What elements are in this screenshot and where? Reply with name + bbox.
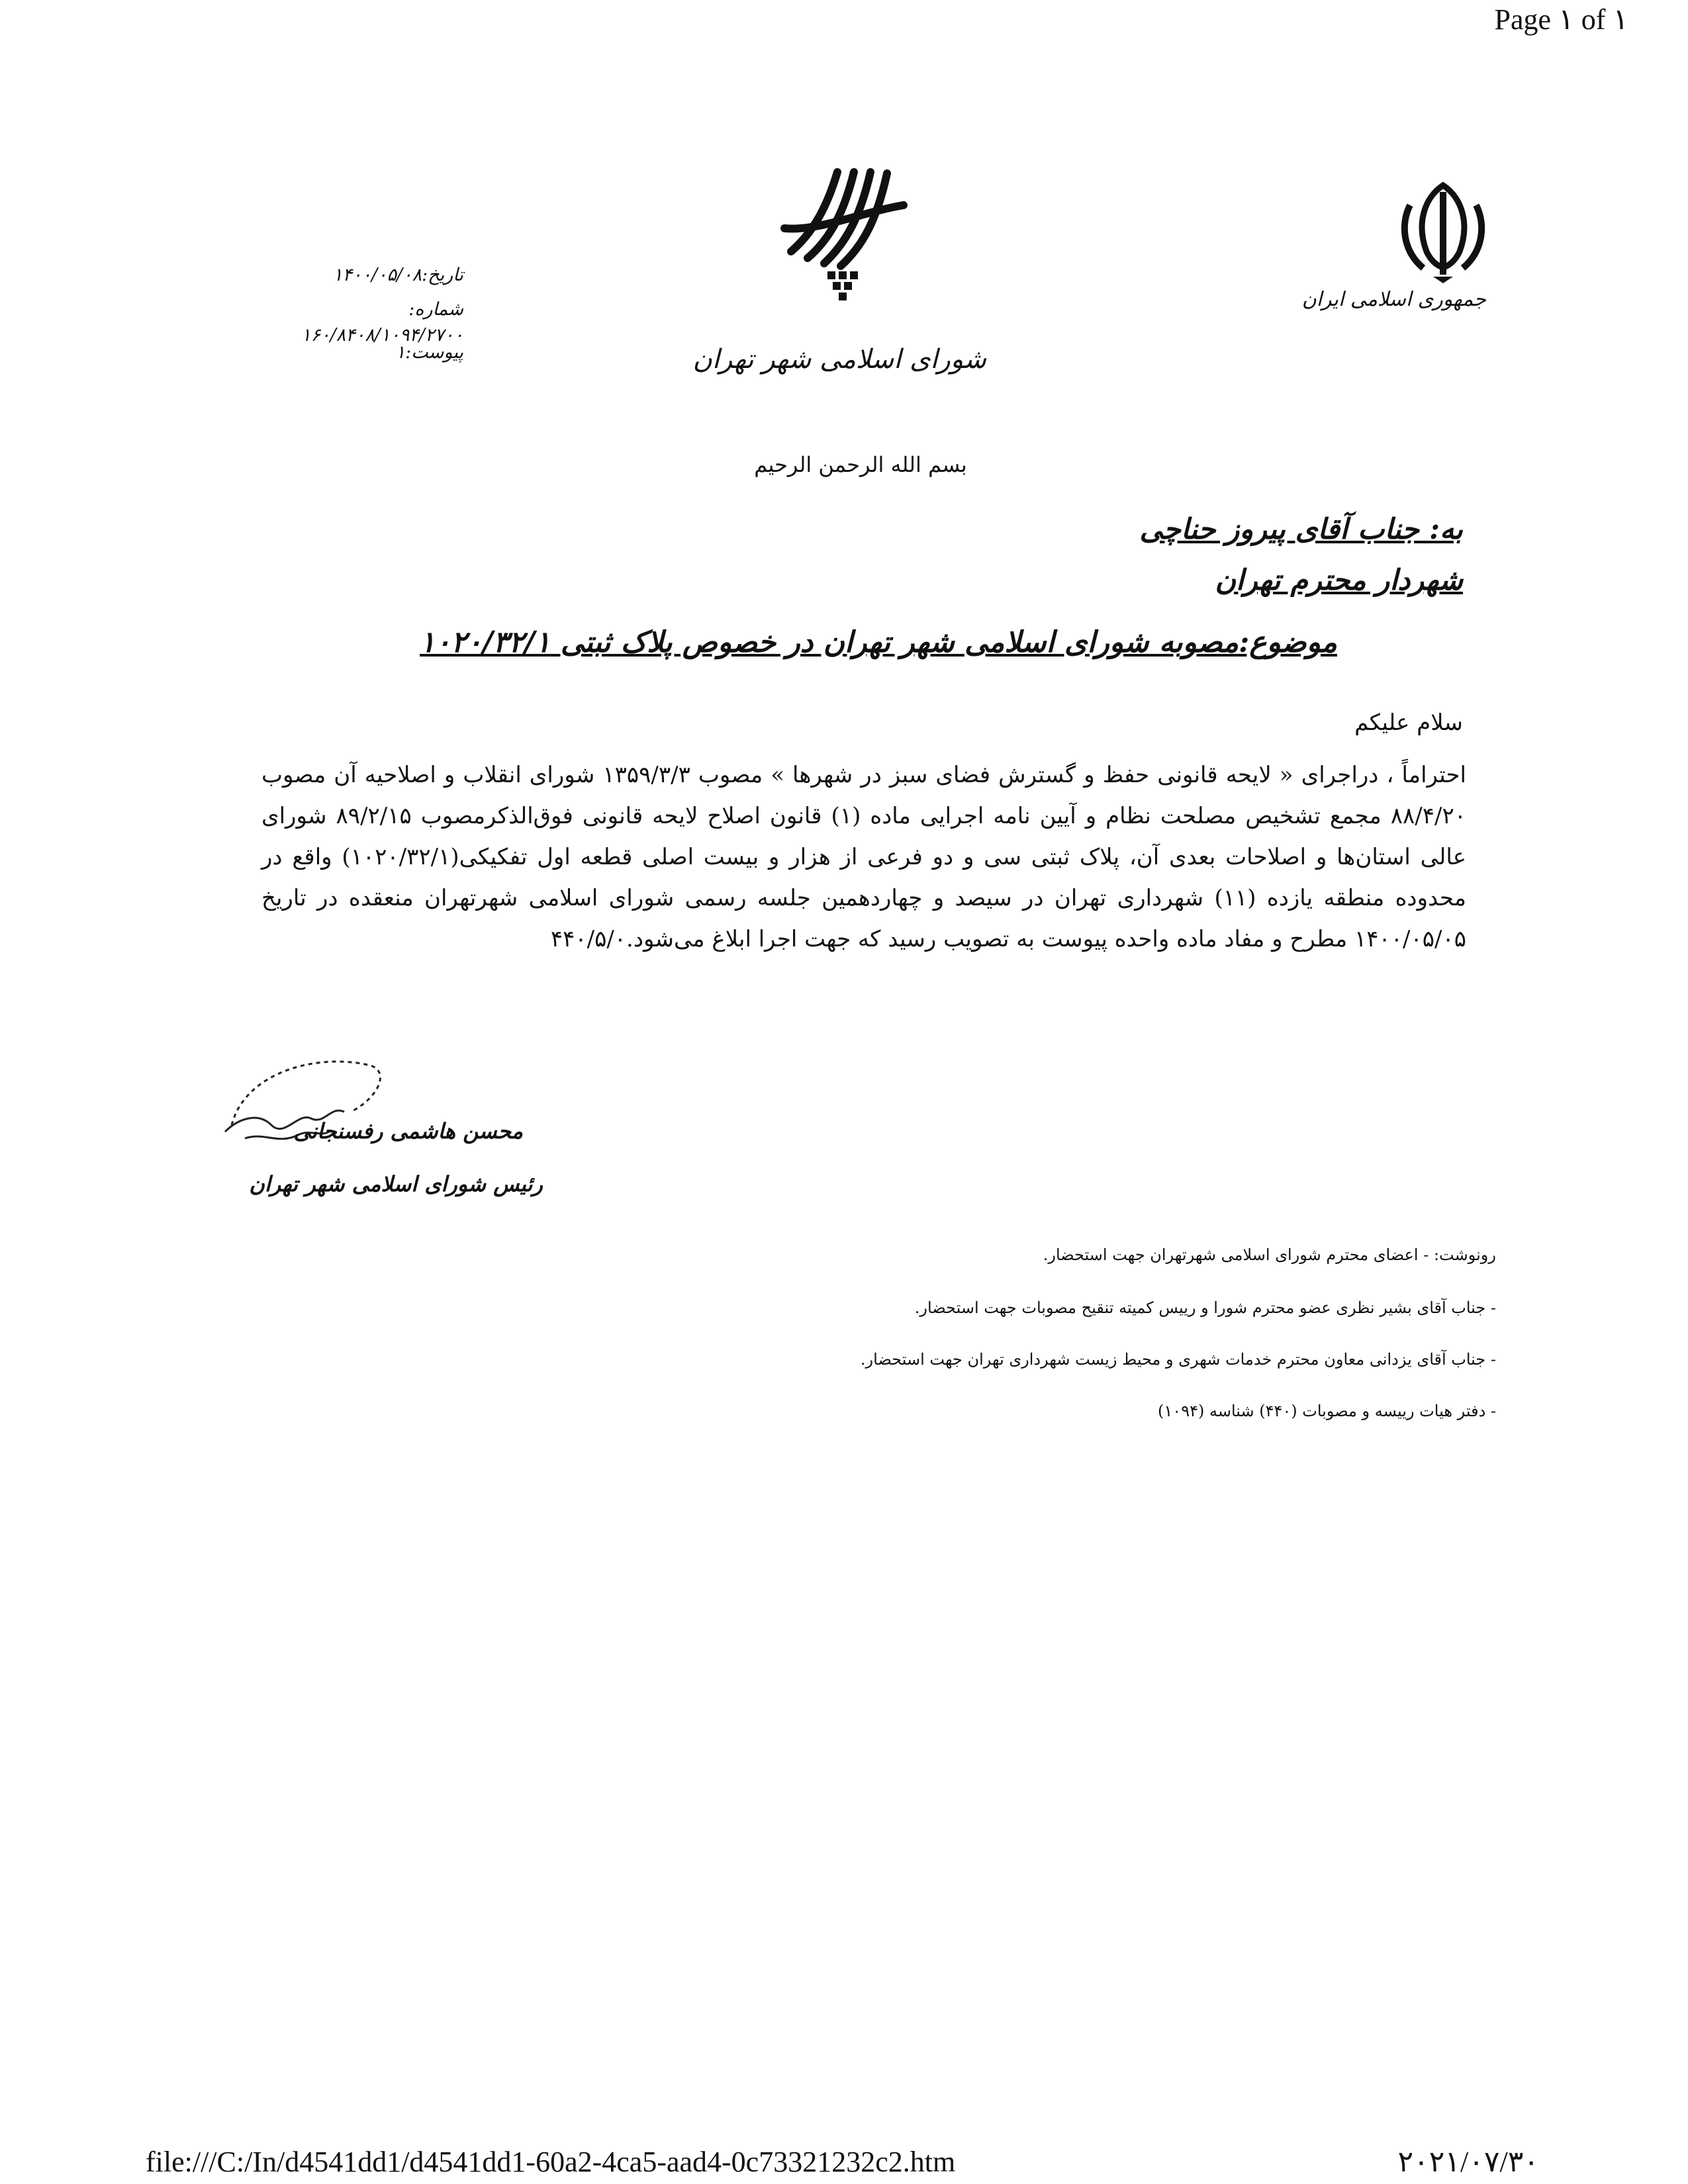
cc-line-4: - دفتر هیات رییسه و مصوبات (۴۴۰) شناسه (۱۰۹۴) <box>1158 1402 1496 1420</box>
page-counter: Page ۱ of ۱ <box>1494 3 1628 36</box>
recipient-title: شهردار محترم تهران <box>1215 564 1463 597</box>
number-label: شماره: <box>408 299 463 320</box>
signer-title: رئیس شورای اسلامی شهر تهران <box>249 1171 543 1197</box>
letter-body: احتراماً ، دراجرای « لایحه قانونی حفظ و گسترش فضای سبز در شهرها » مصوب ۱۳۵۹/۳/۳ شورای انقلاب و اصلاحیه آن مصوب ۸۸/۴/۲۰ مجمع تشخیص مصلحت نظام و آیین نامه اجرایی ماده (۱) قانون اصلاح لایحه قانونی فوق‌الذکرمصوب ۸۹/۲/۱۵ شورای عالی استان‌ها و اصلاحات بعدی آن، پلاک ثبتی سی و دو فرعی از هزار و بیست اصلی قطعه اول تفکیکی(۱۰۲۰/۳۲/۱) واقع در محدوده منطقه یازده (۱۱) شهرداری تهران در سیصد و چهاردهمین جلسه رسمی شورای اسلامی شهرتهران منعقده در تاریخ ۱۴۰۰/۰۵/۰۵ مطرح و مفاد ماده واحده پیوست به تصویب رسید که جهت اجرا ابلاغ می‌شود.۴۴۰/۵/۰ <box>261 762 1466 952</box>
attachment-line: پیوست:۱ <box>395 342 463 363</box>
footer-date: ۲۰۲۱/۰۷/۳۰ <box>1397 2146 1539 2178</box>
signer-name: محسن هاشمی رفسنجانی <box>293 1118 523 1144</box>
republic-label: جمهوری اسلامی ایران <box>1301 288 1486 311</box>
date-line: تاریخ:۱۴۰۰/۰۵/۰۸ <box>332 265 463 285</box>
basmala: بسم الله الرحمن الرحیم <box>754 452 967 477</box>
cc-line-1: رونوشت: - اعضای محترم شورای اسلامی شهرتهران جهت استحضار. <box>1043 1246 1496 1264</box>
greeting: سلام علیکم <box>1354 709 1463 736</box>
cc-line-3: - جناب آقای یزدانی معاون محترم خدمات شهری و محیط زیست شهرداری تهران جهت استحضار. <box>860 1350 1496 1369</box>
recipient-line: به: جناب آقای پیروز حناچی <box>1139 513 1463 546</box>
iran-emblem-icon <box>1397 179 1489 285</box>
subject-line: موضوع:مصوبه شورای اسلامی شهر تهران در خصوص پلاک ثبتی ۱۰۲۰/۳۲/۱ <box>420 625 1337 659</box>
city-council-logo-icon <box>778 165 910 304</box>
footer-url: file:///C:/In/d4541dd1/d4541dd1-60a2-4ca5-aad4-0c73321232c2.htm <box>146 2146 956 2178</box>
signature-scribble-icon <box>218 1046 391 1171</box>
letter-meta <box>271 258 463 361</box>
cc-line-2: - جناب آقای بشیر نظری عضو محترم شورا و رییس کمیته تنقیح مصوبات جهت استحضار. <box>914 1298 1496 1317</box>
council-name: شورای اسلامی شهر تهران <box>692 344 986 375</box>
number-value: ۱۶۰/۸۴۰۸/۱۰۹۴/۲۷۰۰ <box>301 325 463 345</box>
